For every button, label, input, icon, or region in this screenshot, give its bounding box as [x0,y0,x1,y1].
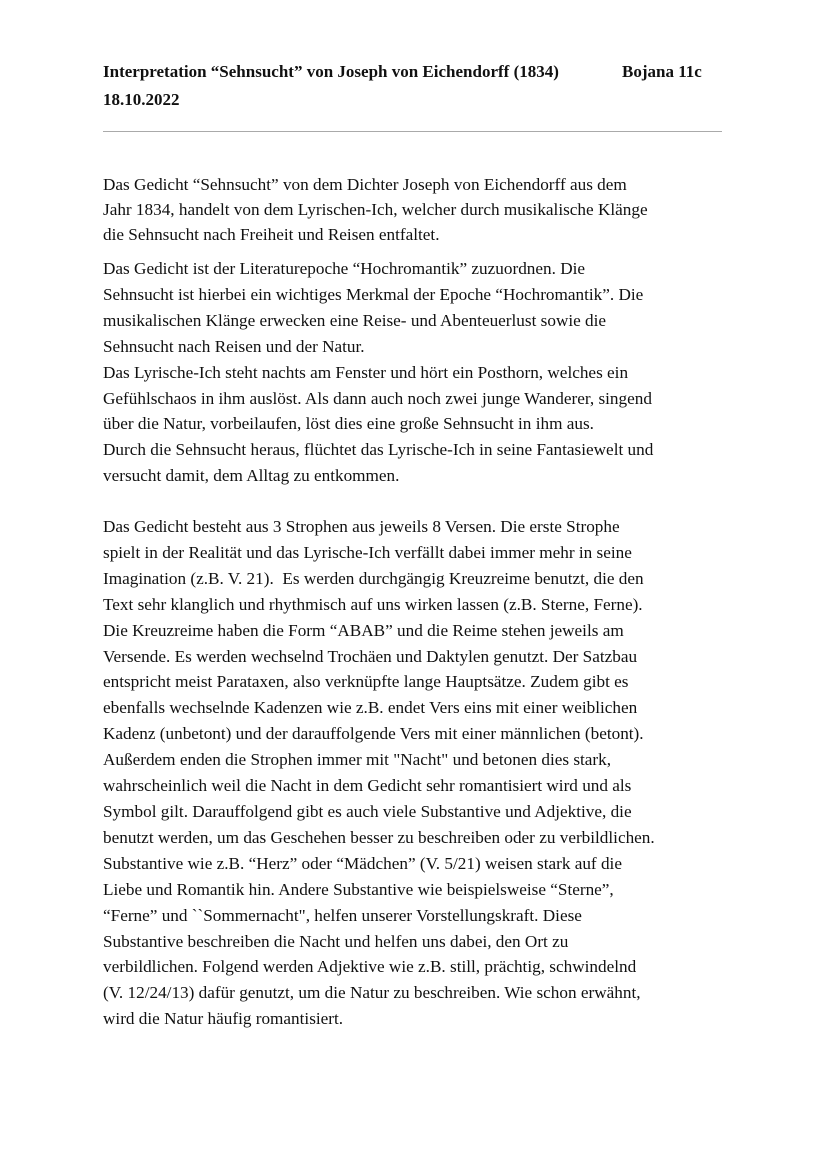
text-line: Sehnsucht nach Reisen und der Natur. [103,336,365,356]
text-line: Imagination (z.B. V. 21). Es werden durchgängig Kreuzreime benutzt, die den [103,568,644,588]
text-line: Jahr 1834, handelt von dem Lyrischen-Ich, welcher durch musikalische Klänge [103,200,648,219]
text-line: Sehnsucht ist hierbei ein wichtiges Merkmal der Epoche “Hochromantik”. Die [103,284,644,304]
text-line: Das Lyrische-Ich steht nachts am Fenster und hört ein Posthorn, welches ein [103,362,629,382]
text-line: (V. 12/24/13) dafür genutzt, um die Natur zu beschreiben. Wie schon erwähnt, [103,983,641,1003]
text-line: die Sehnsucht nach Freiheit und Reisen entfaltet. [103,225,440,244]
paragraph-intro [103,172,648,247]
text-line: Die Kreuzreime haben die Form “ABAB” und die Reime stehen jeweils am [103,620,624,640]
text-line: Das Gedicht “Sehnsucht” von dem Dichter Joseph von Eichendorff aus dem [103,175,627,194]
text-line: Substantive beschreiben die Nacht und helfen uns dabei, den Ort zu [103,931,569,951]
text-line: verbildlichen. Folgend werden Adjektive wie z.B. still, prächtig, schwindelnd [103,957,637,977]
text-line: entspricht meist Parataxen, also verknüpfte lange Hauptsätze. Zudem gibt es [103,672,629,692]
paragraph-analysis [103,514,655,1032]
text-line: Das Gedicht ist der Literaturepoche “Hochromantik” zuzuordnen. Die [103,259,586,278]
author-class: Bojana 11c [622,62,702,81]
header-divider [103,131,722,132]
text-line: musikalischen Klänge erwecken eine Reise- und Abenteuerlust sowie die [103,310,607,330]
text-line: über die Natur, vorbeilaufen, löst dies eine große Sehnsucht in ihm aus. [103,414,594,434]
text-line: Substantive wie z.B. “Herz” oder “Mädchen” (V. 5/21) weisen stark auf die [103,853,622,873]
text-line: Liebe und Romantik hin. Andere Substantive wie beispielsweise “Sterne”, [103,879,614,899]
text-line: Text sehr klanglich und rhythmisch auf uns wirken lassen (z.B. Sterne, Ferne). [103,594,643,614]
document-title: Interpretation “Sehnsucht” von Joseph von Eichendorff (1834) [103,62,559,81]
text-line: Das Gedicht besteht aus 3 Strophen aus jeweils 8 Versen. Die erste Strophe [103,517,620,536]
text-line: wird die Natur häufig romantisiert. [103,1009,344,1029]
text-line: benutzt werden, um das Geschehen besser zu beschreiben oder zu verbildlichen. [103,827,655,847]
text-line: “Ferne” und ``Sommernacht", helfen unserer Vorstellungskraft. Diese [103,905,582,925]
text-line: Kadenz (unbetont) und der darauffolgende Vers mit einer männlichen (betont). [103,724,644,744]
text-line: Versende. Es werden wechselnd Trochäen und Daktylen genutzt. Der Satzbau [103,646,638,666]
text-line: versucht damit, dem Alltag zu entkommen. [103,466,400,486]
text-line: Symbol gilt. Darauffolgend gibt es auch viele Substantive und Adjektive, die [103,801,632,821]
text-line: Gefühlschaos in ihm auslöst. Als dann auch noch zwei junge Wanderer, singend [103,388,652,408]
text-line: wahrscheinlich weil die Nacht in dem Gedicht sehr romantisiert wird und als [103,776,632,796]
text-line: Durch die Sehnsucht heraus, flüchtet das Lyrische-Ich in seine Fantasiewelt und [103,440,654,460]
text-line: spielt in der Realität und das Lyrische-Ich verfällt dabei immer mehr in seine [103,542,632,562]
text-line: Außerdem enden die Strophen immer mit "Nacht" und betonen dies stark, [103,750,612,770]
paragraph-context [103,256,653,489]
text-line: ebenfalls wechselnde Kadenzen wie z.B. endet Vers eins mit einer weiblichen [103,698,638,718]
document-date: 18.10.2022 [103,90,180,109]
